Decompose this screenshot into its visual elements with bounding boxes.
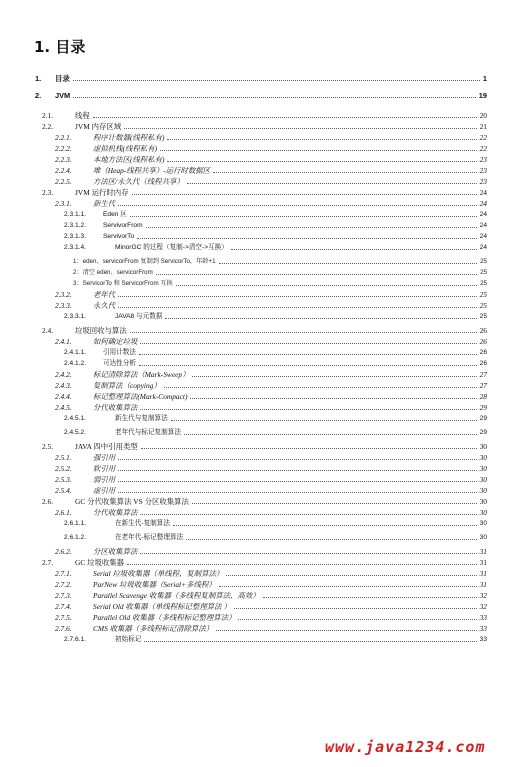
toc-row[interactable] <box>0 612 517 623</box>
toc-leader-dots <box>234 608 477 609</box>
toc-row[interactable] <box>0 256 517 267</box>
toc-number: 2.4.2. <box>55 370 72 379</box>
toc-entry-text: Serial 垃圾收集器（单线程、复制算法） <box>93 569 224 578</box>
toc-page-number: 25 <box>479 290 487 299</box>
toc-entry-text: 本地方法区(线程私有) <box>93 155 165 164</box>
toc-leader-dots <box>192 503 477 504</box>
toc-row[interactable] <box>0 220 517 231</box>
toc-leader-dots <box>164 387 477 388</box>
toc-page-number: 22 <box>479 144 487 153</box>
toc-number: 2.3.1.3. <box>64 233 86 240</box>
toc-number: 2.5. <box>42 442 54 451</box>
toc-page-number: 32 <box>479 602 487 611</box>
toc-leader-dots <box>127 564 477 565</box>
toc-leader-dots <box>165 318 477 319</box>
toc-row[interactable] <box>0 289 517 300</box>
toc-row[interactable] <box>0 90 517 101</box>
toc-leader-dots <box>124 128 477 129</box>
toc-number: 2.4.4. <box>55 392 72 401</box>
toc-leader-dots <box>216 630 477 631</box>
toc-number: 2.2.1. <box>55 133 72 142</box>
toc-entry-text: JVM 运行时内存 <box>75 188 129 197</box>
toc-page-number: 26 <box>479 349 487 356</box>
toc-number: 2.5.1. <box>55 453 72 462</box>
toc-page-number: 23 <box>479 155 487 164</box>
toc-row[interactable] <box>0 380 517 391</box>
toc-number: 2.7.5. <box>55 613 72 622</box>
toc-leader-dots <box>140 514 477 515</box>
toc-entry-text: GC 垃圾收集器 <box>75 558 125 567</box>
toc-leader-dots <box>137 238 477 239</box>
toc-leader-dots <box>263 597 477 598</box>
toc-row[interactable] <box>0 154 517 165</box>
toc-row[interactable] <box>0 198 517 209</box>
toc-page-number: 22 <box>479 133 487 142</box>
toc-leader-dots <box>146 227 477 228</box>
toc-page-number: 26 <box>479 360 487 367</box>
toc-number: 2.2.5. <box>55 177 72 186</box>
toc-row[interactable] <box>0 441 517 452</box>
toc-number: 2.3.1. <box>55 199 72 208</box>
toc-entry-text: 老年代与标记复制算法 <box>115 429 181 436</box>
toc-leader-dots <box>226 575 477 576</box>
toc-entry-text: 新生代与复制算法 <box>115 415 168 422</box>
toc-page-number: 23 <box>479 177 487 186</box>
toc-leader-dots <box>156 274 477 275</box>
toc-entry-text: 目录 <box>55 74 70 83</box>
toc-number: 2.4.5. <box>55 403 72 412</box>
toc-entry-text: 方法区/永久代（线程共享） <box>93 177 184 186</box>
toc-page-number: 1 <box>482 74 487 83</box>
toc-page-number: 29 <box>479 403 487 412</box>
toc-row[interactable] <box>0 532 517 543</box>
toc-row[interactable] <box>0 121 517 132</box>
toc-leader-dots <box>184 434 477 435</box>
toc-number: 2.4.5.1. <box>64 415 86 422</box>
toc-number: 2.6.1.2. <box>64 534 86 541</box>
toc-page-number: 30 <box>479 453 487 462</box>
toc-row[interactable] <box>0 518 517 529</box>
toc-leader-dots <box>173 525 477 526</box>
toc-entry-text: 分代收集算法 <box>93 508 138 517</box>
toc-leader-dots <box>176 285 477 286</box>
toc-row[interactable] <box>0 579 517 590</box>
toc-row[interactable] <box>0 474 517 485</box>
toc-entry-text: ServivorTo <box>103 233 135 240</box>
toc-number: 2.7. <box>42 558 54 567</box>
toc-page-number: 25 <box>479 301 487 310</box>
toc-page-number: 27 <box>479 381 487 390</box>
toc-entry-text: ParNew 垃圾收集器（Serial+多线程） <box>93 580 216 589</box>
toc-entry-text: 分代收集算法 <box>93 403 138 412</box>
toc-row[interactable] <box>0 143 517 154</box>
toc-row[interactable] <box>0 634 517 645</box>
toc-entry-text: 线程 <box>75 111 90 120</box>
toc-leader-dots <box>118 470 477 471</box>
toc-leader-dots <box>238 619 477 620</box>
toc-leader-dots <box>132 194 477 195</box>
toc-number: 2.4.5.2. <box>64 429 86 436</box>
toc-leader-dots <box>144 641 477 642</box>
toc-page-number: 31 <box>479 580 487 589</box>
toc-row[interactable] <box>0 402 517 413</box>
toc-number: 2.6.1.1. <box>64 520 86 527</box>
toc-row[interactable] <box>0 623 517 634</box>
toc-entry-text: 1：eden、servicorFrom 复制到 ServicorTo，年龄+1 <box>73 258 216 265</box>
toc-row[interactable] <box>0 187 517 198</box>
toc-number: 2.5.2. <box>55 464 72 473</box>
toc-row[interactable] <box>0 325 517 336</box>
toc-page-number: 24 <box>479 222 487 229</box>
toc-number: 2.5.4. <box>55 486 72 495</box>
toc-number: 2.3.2. <box>55 290 72 299</box>
toc-row[interactable] <box>0 358 517 369</box>
toc-leader-dots <box>141 448 477 449</box>
toc-page-number: 24 <box>479 233 487 240</box>
toc-row[interactable] <box>0 427 517 438</box>
toc-page-number: 30 <box>479 534 487 541</box>
toc-page-number: 29 <box>479 415 487 422</box>
toc-entry-text: 如何确定垃圾 <box>93 337 138 346</box>
toc-row[interactable] <box>0 132 517 143</box>
toc-page-number: 26 <box>479 326 487 335</box>
toc-number: 2.7.1. <box>55 569 72 578</box>
toc-number: 2.4. <box>42 326 54 335</box>
toc-entry-text: 复制算法（copying） <box>93 381 161 390</box>
toc-leader-dots <box>160 150 477 151</box>
toc-entry-text: 标记清除算法（Mark-Sweep） <box>93 370 190 379</box>
toc-row[interactable] <box>0 369 517 380</box>
toc-leader-dots <box>118 459 477 460</box>
toc-leader-dots <box>130 332 477 333</box>
toc-entry-text: 2：清空 eden、servicorFrom <box>73 269 153 276</box>
toc-number: 2.1. <box>42 111 54 120</box>
toc-entry-text: 标记整理算法(Mark-Compact) <box>93 392 188 401</box>
toc-leader-dots <box>171 420 477 421</box>
toc-leader-dots <box>73 97 476 98</box>
toc-number: 2.2.2. <box>55 144 72 153</box>
toc-number: 2.3.1.2. <box>64 222 86 229</box>
toc-number: 2.5.3. <box>55 475 72 484</box>
toc-number: 2.7.2. <box>55 580 72 589</box>
toc-row[interactable] <box>0 311 517 322</box>
toc-page-number: 30 <box>479 475 487 484</box>
toc-row[interactable] <box>0 496 517 507</box>
toc-number: 2.3.3.1. <box>64 313 86 320</box>
toc-page-number: 24 <box>479 199 487 208</box>
toc-leader-dots <box>93 117 477 118</box>
toc-leader-dots <box>73 80 480 81</box>
toc-number: 2.3.1.4. <box>64 244 86 251</box>
toc-leader-dots <box>231 249 477 250</box>
toc-leader-dots <box>167 161 477 162</box>
toc-entry-text: 垃圾回收与算法 <box>75 326 127 335</box>
toc-entry-text: 虚引用 <box>93 486 116 495</box>
toc-page-number: 30 <box>479 508 487 517</box>
toc-page-number: 33 <box>479 624 487 633</box>
toc-entry-text: 永久代 <box>93 301 116 310</box>
toc-leader-dots <box>187 183 477 184</box>
toc-page-number: 27 <box>479 370 487 379</box>
toc-entry-text: Parallel Old 收集器（多线程标记整理算法） <box>93 613 236 622</box>
toc-row[interactable] <box>0 209 517 220</box>
toc-page-number: 25 <box>480 269 487 276</box>
toc-number: 1. <box>35 74 42 83</box>
toc-leader-dots <box>118 296 477 297</box>
toc-entry-text: 软引用 <box>93 464 116 473</box>
toc-entry-text: 强引用 <box>93 453 116 462</box>
toc-entry-text: 虚拟机栈(线程私有) <box>93 144 158 153</box>
toc-number: 2.2.4. <box>55 166 72 175</box>
toc-number: 2.6. <box>42 497 54 506</box>
toc-row[interactable] <box>0 165 517 176</box>
toc-page-number: 24 <box>479 188 487 197</box>
toc-row[interactable] <box>0 278 517 289</box>
toc-number: 2.2.3. <box>55 155 72 164</box>
toc-page-number: 24 <box>479 211 487 218</box>
toc-leader-dots <box>213 172 477 173</box>
toc-number: 2.4.3. <box>55 381 72 390</box>
toc-entry-text: MinorGC 的过程（复制->清空->互换） <box>115 244 228 251</box>
toc-row[interactable] <box>0 391 517 402</box>
toc-entry-text: JAVA 四中引用类型 <box>75 442 138 451</box>
toc-row[interactable] <box>0 300 517 311</box>
toc-row[interactable] <box>0 507 517 518</box>
toc-row[interactable] <box>0 546 517 557</box>
toc-page-number: 28 <box>479 392 487 401</box>
toc-leader-dots <box>118 481 477 482</box>
toc-leader-dots <box>219 586 477 587</box>
toc-row[interactable] <box>0 267 517 278</box>
toc-entry-text: 在新生代-复制算法 <box>115 520 170 527</box>
toc-number: 2.4.1.1. <box>64 349 86 356</box>
toc-page-number: 30 <box>479 442 487 451</box>
toc-page-number: 25 <box>479 313 487 320</box>
toc-leader-dots <box>118 492 477 493</box>
toc-entry-text: 老年代 <box>93 290 116 299</box>
toc-leader-dots <box>140 343 477 344</box>
toc-leader-dots <box>139 354 477 355</box>
toc-page-number: 24 <box>479 244 487 251</box>
toc-leader-dots <box>118 307 477 308</box>
toc-leader-dots <box>192 376 477 377</box>
toc-page-number: 30 <box>479 520 487 527</box>
toc-row[interactable] <box>0 568 517 579</box>
toc-page-number: 21 <box>479 122 487 131</box>
toc-page-number: 31 <box>479 558 487 567</box>
toc-page-number: 25 <box>480 280 487 287</box>
toc-page-number: 23 <box>479 166 487 175</box>
toc-page-number: 33 <box>479 613 487 622</box>
toc-row[interactable] <box>0 413 517 424</box>
toc-page-number: 30 <box>479 486 487 495</box>
toc-entry-text: Eden 区 <box>103 211 127 218</box>
toc-number: 2.7.6. <box>55 624 72 633</box>
toc-entry-text: 在老年代-标记整理算法 <box>115 534 184 541</box>
toc-page-number: 33 <box>479 636 487 643</box>
toc-page-number: 26 <box>479 337 487 346</box>
toc-entry-text: 弱引用 <box>93 475 116 484</box>
toc-entry-text: 可达性分析 <box>103 360 136 367</box>
toc-entry-text: ServivorFrom <box>103 222 143 229</box>
toc-entry-text: 引用计数法 <box>103 349 136 356</box>
toc-number: 2.7.6.1. <box>64 636 86 643</box>
toc-entry-text: 堆（Heap-线程共享）-运行时数据区 <box>93 166 211 175</box>
toc-row[interactable] <box>0 557 517 568</box>
toc-entry-text: 初始标记 <box>115 636 142 643</box>
toc-leader-dots <box>118 205 477 206</box>
toc-leader-dots <box>139 365 477 366</box>
toc-row[interactable] <box>0 176 517 187</box>
toc-number: 2.3.3. <box>55 301 72 310</box>
toc-entry-text: Parallel Scavenge 收集器（多线程复制算法、高效） <box>93 591 260 600</box>
toc-row[interactable] <box>0 485 517 496</box>
toc-page-number: 30 <box>479 464 487 473</box>
toc-entry-text: CMS 收集器（多线程标记清除算法） <box>93 624 214 633</box>
toc-leader-dots <box>219 263 477 264</box>
toc-page-number: 30 <box>479 497 487 506</box>
toc-entry-text: JVM <box>55 91 71 100</box>
toc-page-number: 20 <box>479 111 487 120</box>
toc-page-number: 31 <box>479 569 487 578</box>
toc-entry-text: JAVA8 与元数据 <box>115 313 163 320</box>
watermark: www.java1234.com <box>325 738 486 756</box>
toc-number: 2.6.1. <box>55 508 72 517</box>
toc-number: 2.6.2. <box>55 547 72 556</box>
toc-entry-text: JVM 内存区域 <box>75 122 122 131</box>
toc-row[interactable] <box>0 73 517 84</box>
toc-row[interactable] <box>0 601 517 612</box>
toc-row[interactable] <box>0 452 517 463</box>
toc-number: 2. <box>35 91 42 100</box>
toc-entry-text: 3：ServicorTo 和 ServicorFrom 互换 <box>73 280 173 287</box>
toc-entry-text: GC 分代收集算法 VS 分区收集算法 <box>75 497 189 506</box>
toc-page-number: 19 <box>478 91 487 100</box>
toc-row[interactable] <box>0 231 517 242</box>
toc-number: 2.7.3. <box>55 591 72 600</box>
toc-page-number: 31 <box>479 547 487 556</box>
toc-page-number: 25 <box>480 258 487 265</box>
toc-page-number: 32 <box>479 591 487 600</box>
toc-number: 2.3. <box>42 188 54 197</box>
toc-leader-dots <box>140 553 477 554</box>
toc-row[interactable] <box>0 242 517 253</box>
toc-entry-text: 新生代 <box>93 199 116 208</box>
toc-row[interactable] <box>0 347 517 358</box>
toc-number: 2.4.1. <box>55 337 72 346</box>
toc-leader-dots <box>186 539 477 540</box>
toc-page-number: 29 <box>479 429 487 436</box>
toc-row[interactable] <box>0 336 517 347</box>
toc-entry-text: 分区收集算法 <box>93 547 138 556</box>
page-title: 1. 目录 <box>34 38 86 56</box>
toc-number: 2.4.1.2. <box>64 360 86 367</box>
toc-row[interactable] <box>0 110 517 121</box>
toc-leader-dots <box>130 216 477 217</box>
toc-number: 2.3.1.1. <box>64 211 86 218</box>
toc-leader-dots <box>140 409 477 410</box>
toc-row[interactable] <box>0 590 517 601</box>
toc-number: 2.2. <box>42 122 54 131</box>
toc-entry-text: 程序计数器(线程私有) <box>93 133 165 142</box>
toc-entry-text: Serial Old 收集器（单线程标记整理算法 ） <box>93 602 231 611</box>
toc-leader-dots <box>190 398 477 399</box>
toc-leader-dots <box>167 139 477 140</box>
toc-row[interactable] <box>0 463 517 474</box>
toc-number: 2.7.4. <box>55 602 72 611</box>
